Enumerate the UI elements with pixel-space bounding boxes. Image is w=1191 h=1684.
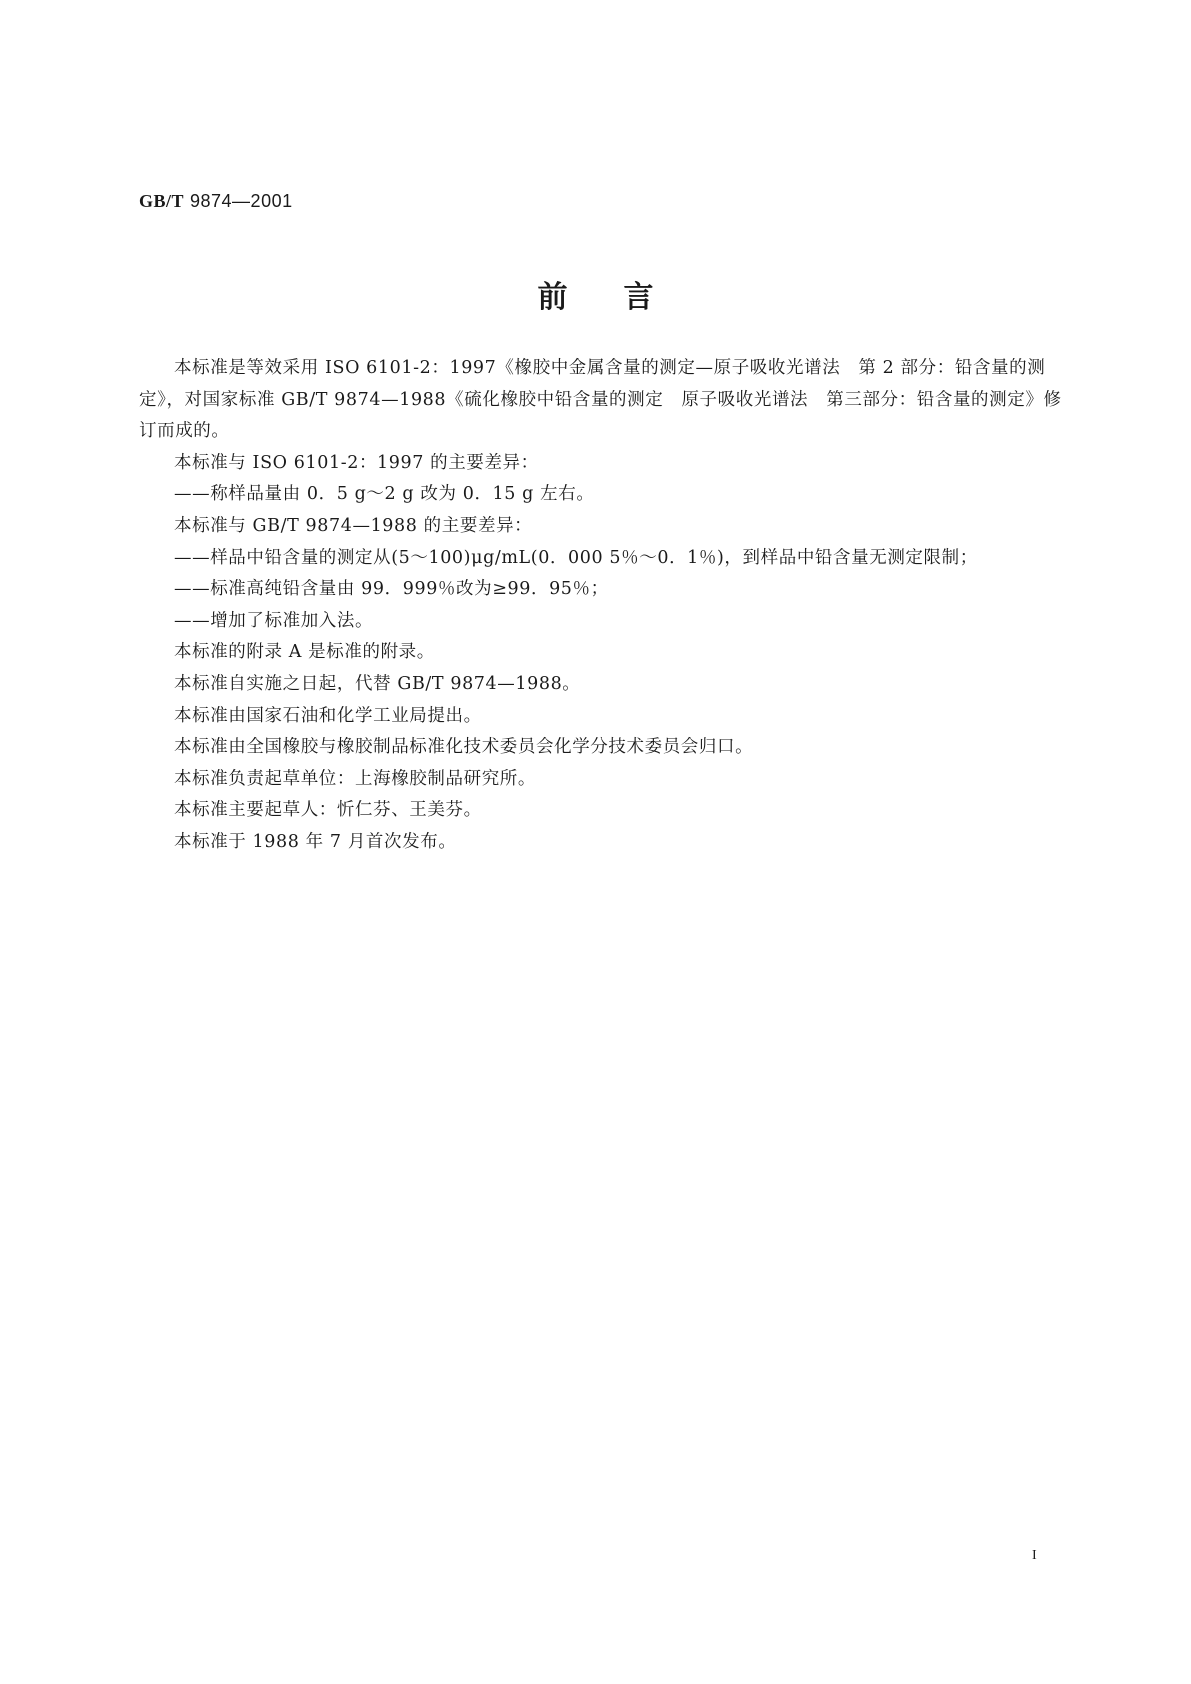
paragraph-proposed-by: 本标准由国家石油和化学工业局提出。 [174,705,482,726]
paragraph-centralized-by: 本标准由全国橡胶与橡胶制品标准化技术委员会化学分技术委员会归口。 [174,737,754,758]
list-item-iso-diff-1: ——称样品量由 0．5 g～2 g 改为 0．15 g 左右。 [174,484,595,505]
list-item-gbt-diff-2: ——标准高纯铅含量由 99．999％改为≥99．95％； [174,579,609,600]
list-item-gbt-diff-3: ——增加了标准加入法。 [174,610,374,631]
standard-prefix: GB/T [139,191,185,211]
document-header [139,188,293,215]
standard-number: 9874—2001 [190,191,293,211]
paragraph-intro: 本标准是等效采用 ISO 6101-2：1997《橡胶中金属含量的测定—原子吸收光谱法 第 2 部分：铅含量的测定》，对国家标准 GB/T 9874—1988《硫化橡胶中铅含量的测定 原子吸收光谱法 第三部分：铅含量的测定》修订而成的。 [139,358,1062,442]
page-title: 前言 [537,280,710,315]
list-item-gbt-diff-1: ——样品中铅含量的测定从(5～100)μg/mL(0．000 5％～0．1％)，到样品中铅含量无测定限制； [174,547,978,568]
paragraph-first-issued: 本标准于 1988 年 7 月首次发布。 [174,831,457,852]
page-number: I [1032,1548,1037,1563]
paragraph-drafters: 本标准主要起草人：忻仁芬、王美芬。 [174,800,482,821]
paragraph-replaces: 本标准自实施之日起，代替 GB/T 9874—1988。 [174,673,581,694]
paragraph-gbt-diff-heading: 本标准与 GB/T 9874—1988 的主要差异： [174,515,533,536]
paragraph-drafting-unit: 本标准负责起草单位：上海橡胶制品研究所。 [174,768,536,789]
paragraph-appendix: 本标准的附录 A 是标准的附录。 [174,642,435,663]
paragraph-iso-diff-heading: 本标准与 ISO 6101-2：1997 的主要差异： [174,452,539,473]
foreword-body [139,353,1071,859]
